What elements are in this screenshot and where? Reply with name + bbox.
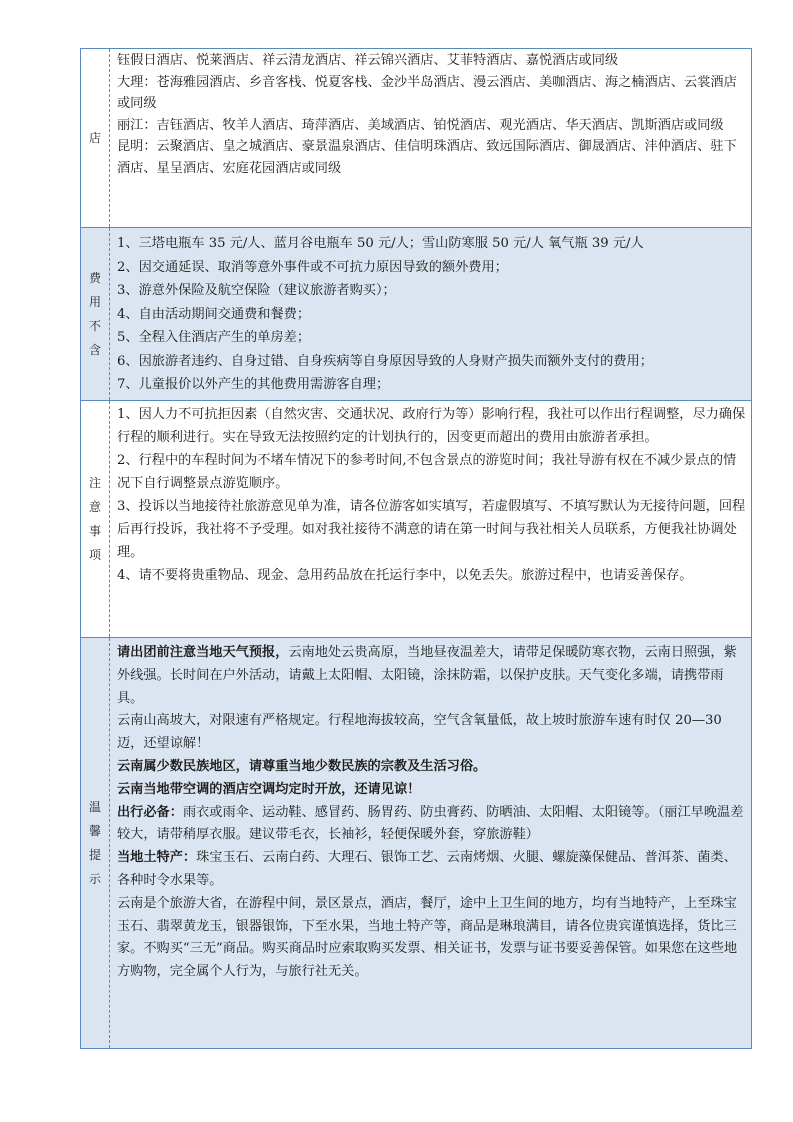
tip-specialties-text: 珠宝玉石、云南白药、大理石、银饰工艺、云南烤烟、火腿、螺旋藻保健品、普洱茶、菌类、各种时令水果等。 [117,850,737,888]
excluded-item: 5、全程入住酒店产生的单房差； [117,330,311,345]
tip-customs [117,756,747,779]
tip-specialties [117,847,747,893]
hotel-line-kunming: 昆明：云聚酒店、皇之城酒店、豪景温泉酒店、佳信明珠酒店、致远国际酒店、御晟酒店、沣仲酒店、驻下酒店、星呈酒店、宏庭花园酒店或同级 [117,139,737,176]
hotel-line-lijiang: 丽江：吉钰酒店、牧羊人酒店、琦萍酒店、美域酒店、铂悦酒店、观光酒店、华天酒店、凯斯酒店或同级 [117,117,724,133]
label-char: 意 [88,500,101,514]
label-char: 不 [88,319,101,333]
tips-list [110,638,751,1048]
label-char: 事 [88,524,101,538]
tip-specialties-heading: 当地土特产： [117,850,197,866]
tip-essentials-heading: 出行必备： [117,804,183,820]
notes-list [110,401,751,637]
tip-weather-text: 云南地处云贵高原，当地昼夜温差大，请带足保暖防寒衣物，云南日照强，紫外线强。长时间在户外活动，请戴上太阳帽、太阳镜，涂抹防霜，以保护皮肤。天气变化多端，请携带雨具。 [117,645,737,706]
label-char: 注 [88,476,101,490]
note-item: 4、请不要将贵重物品、现金、急用药品放在托运行李中，以免丢失。旅游过程中，也请妥善保存。 [117,568,693,583]
excluded-fees-row [81,227,751,400]
excluded-item: 2、因交通延误、取消等意外事件或不可抗力原因导致的额外费用； [117,259,508,275]
hotel-row-label [81,49,110,227]
excluded-item: 3、游意外保险及航空保险（建议旅游者购买）； [117,283,396,298]
tip-customs-text: 云南属少数民族地区，请尊重当地少数民族的宗教及生活习俗。 [117,758,487,774]
label-char: 项 [88,548,101,562]
tip-aircon-text: 云南当地带空调的酒店空调均定时开放，还请见谅！ [117,781,421,797]
itinerary-table [80,48,752,1049]
label-char: 费 [88,271,101,285]
hotel-line: 钰假日酒店、悦莱酒店、祥云清龙酒店、祥云锦兴酒店、艾菲特酒店、嘉悦酒店或同级 [117,53,619,68]
excluded-item: 6、因旅游者违约、自身过错、自身疾病等自身原因导致的人身财产损失而额外支付的费用； [117,353,653,369]
label-char: 馨 [88,824,101,838]
tip-weather [117,642,747,710]
label-char: 示 [88,872,101,886]
note-item: 1、因人力不可抗拒因素（自然灾害、交通状况、政府行为等）影响行程，我社可以作出行程调整，尽力确保行程的顺利进行。实在导致无法按照约定的计划执行的，因变更而超出的费用由旅游者承担。 [117,407,746,445]
notes-row [81,400,751,637]
label-char: 提 [88,848,101,862]
hotel-list [110,49,751,227]
tip-essentials [117,802,747,848]
tip-shopping: 云南是个旅游大省，在游程中间，景区景点，酒店，餐厅，途中上卫生间的地方，均有当地特产，上至珠宝玉石、翡翠黄龙玉，银器银饰，下至水果，当地土特产等，商品是琳琅满目，请各位贵宾谨慎选择，货比三家。不购买“三无”商品。购买商品时应索取购买发票、相关证书，发票与证书要妥善保管。如果您在这些地方购物，完全属个人行为，与旅行社无关。 [117,895,738,980]
label-char: 用 [88,295,101,309]
hotel-line-dali: 大理：苍海雅园酒店、乡音客栈、悦夏客栈、金沙半岛酒店、漫云酒店、美咖酒店、海之楠酒店、云裳酒店或同级 [117,74,737,111]
excluded-fees-list [110,228,751,400]
note-item: 2、行程中的车程时间为不堵车情况下的参考时间,不包含景点的游览时间；我社导游有权在不减少景点的情况下自行调整景点游览顺序。 [117,453,737,491]
excluded-fees-label [81,228,110,400]
label-char: 店 [88,131,101,145]
excluded-item: 4、自由活动期间交通费和餐费； [117,306,311,322]
label-char: 温 [88,800,101,814]
hotel-row [81,48,751,227]
excluded-item: 1、三塔电瓶车 35 元/人、蓝月谷电瓶车 50 元/人；雪山防寒服 50 元/人 氧气瓶 39 元/人 [117,236,644,251]
excluded-item: 7、儿童报价以外产生的其他费用需游客自理； [117,377,390,392]
tips-row [81,637,751,1048]
notes-label [81,401,110,637]
tip-essentials-text: 雨衣或雨伞、运动鞋、感冒药、肠胃药、防虫膏药、防晒油、太阳帽、太阳镜等。（丽江早晚温差较大，请带稍厚衣服。建议带毛衣，长袖衫，轻便保暖外套，穿旅游鞋） [117,804,744,843]
tips-label [81,638,110,1048]
tip-speed: 云南山高坡大，对限速有严格规定。行程地海拔较高，空气含氧量低，故上坡时旅游车速有时仅 20—30 迈，还望谅解！ [117,713,722,752]
tip-aircon [117,779,747,802]
note-item: 3、投诉以当地接待社旅游意见单为准，请各位游客如实填写，若虚假填写、不填写默认为无接待问题，回程后再行投诉，我社将不予受理。如对我社接待不满意的请在第一时间与我社相关人员联系，方便我社协调处理。 [117,499,746,560]
tip-weather-heading: 请出团前注意当地天气预报， [117,645,289,660]
label-char: 含 [88,343,101,357]
